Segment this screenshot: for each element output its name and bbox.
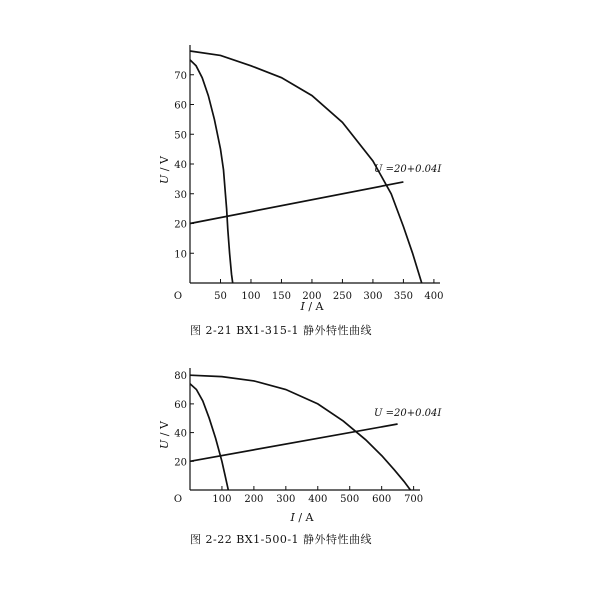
x-tick-label: 300 xyxy=(276,494,296,505)
chart-2 xyxy=(158,368,442,546)
origin-label: O xyxy=(173,291,183,302)
x-tick-label: 200 xyxy=(302,291,322,302)
series-line-3 xyxy=(190,424,398,461)
series-line-2 xyxy=(190,384,228,490)
series-line-1 xyxy=(190,375,410,490)
x-tick-label: 700 xyxy=(404,494,424,505)
x-axis-label: I / A xyxy=(300,300,324,313)
x-tick-label: 300 xyxy=(363,291,383,302)
y-tick-label: 60 xyxy=(174,399,187,411)
equation-annotation: U =20+0.04I xyxy=(374,164,442,175)
x-tick-label: 400 xyxy=(308,494,328,505)
y-tick-label: 60 xyxy=(174,100,187,112)
equation-annotation: U =20+0.04I xyxy=(374,408,442,419)
x-tick-label: 100 xyxy=(212,494,232,505)
x-tick-label: 100 xyxy=(241,291,261,302)
x-tick-label: 200 xyxy=(244,494,264,505)
x-tick-label: 50 xyxy=(214,291,227,302)
x-tick-label: 500 xyxy=(340,494,360,505)
y-tick-label: 10 xyxy=(174,249,187,261)
figure-caption: 图 2-21 BX1-315-1 静外特性曲线 xyxy=(190,324,373,337)
x-tick-label: 600 xyxy=(372,494,392,505)
series-line-2 xyxy=(190,60,233,283)
y-tick-label: 70 xyxy=(174,70,187,82)
chart-1 xyxy=(158,45,443,337)
y-tick-label: 30 xyxy=(174,189,187,201)
y-tick-label: 80 xyxy=(174,371,187,383)
y-tick-label: 20 xyxy=(174,457,187,469)
x-tick-label: 400 xyxy=(424,291,444,302)
figure-caption: 图 2-22 BX1-500-1 静外特性曲线 xyxy=(190,533,373,546)
y-tick-label: 50 xyxy=(174,130,187,142)
y-tick-label: 40 xyxy=(174,160,187,171)
y-axis-label: U / V xyxy=(158,156,171,184)
origin-label: O xyxy=(173,494,183,505)
y-axis-label: U / V xyxy=(158,421,171,449)
series-line-3 xyxy=(190,182,403,224)
y-tick-label: 40 xyxy=(174,428,187,440)
x-axis-label: I / A xyxy=(290,511,314,524)
x-tick-label: 150 xyxy=(271,291,292,302)
y-tick-label: 20 xyxy=(174,219,187,231)
x-tick-label: 350 xyxy=(393,291,413,302)
x-tick-label: 250 xyxy=(332,291,352,302)
